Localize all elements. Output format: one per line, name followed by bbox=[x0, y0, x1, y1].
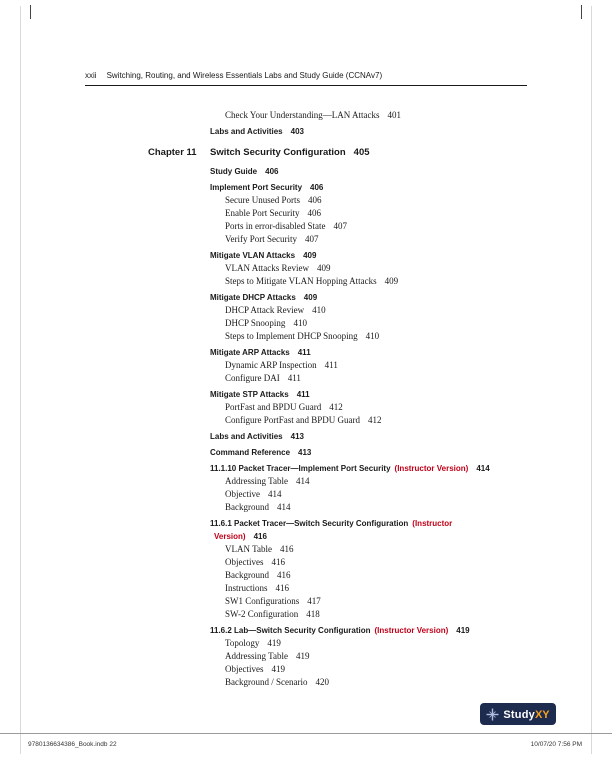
entry-title: Instructions bbox=[225, 583, 268, 593]
toc-entry-plain bbox=[210, 207, 555, 220]
entry-page-number: 416 bbox=[275, 583, 289, 593]
crop-mark-top-right bbox=[581, 5, 582, 19]
instructor-version-label: (Instructor Version) bbox=[374, 626, 449, 635]
entry-page-number: 403 bbox=[290, 127, 304, 136]
entry-title: Dynamic ARP Inspection bbox=[225, 360, 317, 370]
entry-title: Labs and Activities bbox=[210, 127, 283, 136]
entry-title: Ports in error-disabled State bbox=[225, 221, 326, 231]
toc-entry-plain bbox=[210, 663, 555, 676]
entry-page-number: 414 bbox=[295, 476, 310, 486]
entry-title: Implement Port Security bbox=[210, 183, 303, 192]
entry-page-number: 413 bbox=[298, 448, 312, 457]
entry-title: Steps to Mitigate VLAN Hopping Attacks bbox=[225, 276, 377, 286]
toc-entry-bold bbox=[210, 162, 555, 178]
chapter-label: Chapter 11 bbox=[148, 147, 197, 158]
entry-page-number: 419 bbox=[456, 626, 470, 635]
entry-page-number: 414 bbox=[277, 502, 291, 512]
entry-title: Mitigate ARP Attacks bbox=[210, 348, 290, 357]
slug-timestamp: 10/07/20 7:56 PM bbox=[530, 741, 582, 748]
logo-wordmark bbox=[503, 705, 549, 723]
instructor-version-label-line2: Version) bbox=[214, 532, 246, 541]
entry-page-number: 411 bbox=[287, 373, 301, 383]
entry-title: Objective bbox=[225, 489, 260, 499]
toc-entry-plain bbox=[210, 475, 555, 488]
toc-entry-plain bbox=[210, 569, 555, 582]
toc-entry-bold bbox=[210, 343, 555, 359]
slug-filename: 9780136634386_Book.indb 22 bbox=[28, 741, 117, 748]
table-of-contents bbox=[148, 109, 555, 689]
logo-word-xy: XY bbox=[534, 709, 550, 721]
studyxy-logo bbox=[480, 703, 556, 725]
trim-mark-right bbox=[591, 6, 592, 754]
toc-entry-plain bbox=[210, 676, 555, 689]
toc-entry-plain bbox=[210, 275, 555, 288]
toc-entry-plain bbox=[210, 414, 555, 427]
entry-page-number: 409 bbox=[303, 293, 318, 302]
entry-title: Check Your Understanding—LAN Attacks bbox=[225, 110, 380, 120]
entry-title: VLAN Table bbox=[225, 544, 272, 554]
toc-entry-bold bbox=[210, 288, 555, 304]
toc-entry-plain bbox=[210, 401, 555, 414]
entry-title: 11.6.2 Lab—Switch Security Configuration bbox=[210, 626, 371, 635]
toc-entry-plain bbox=[210, 582, 555, 595]
entry-page-number: 419 bbox=[267, 638, 281, 648]
instructor-version-label-line1: (Instructor bbox=[412, 519, 453, 528]
entry-title: SW-2 Configuration bbox=[225, 609, 299, 619]
toc-entry-plain bbox=[210, 262, 555, 275]
entry-page-number: 419 bbox=[295, 651, 310, 661]
entry-title: Topology bbox=[225, 638, 260, 648]
toc-entry-plain bbox=[210, 556, 555, 569]
entry-page-number: 406 bbox=[265, 167, 279, 176]
entry-title: Objectives bbox=[225, 664, 264, 674]
entry-page-number: 409 bbox=[303, 251, 317, 260]
toc-entry-chapter bbox=[148, 138, 555, 162]
entry-title: Secure Unused Ports bbox=[225, 195, 300, 205]
toc-entry-plain bbox=[210, 543, 555, 556]
toc-entry-plain bbox=[210, 109, 555, 122]
entry-title: Addressing Table bbox=[225, 651, 288, 661]
trim-mark-left bbox=[20, 6, 21, 754]
toc-entry-activity bbox=[210, 459, 522, 475]
entry-title: Switch Security Configuration bbox=[210, 147, 346, 158]
toc-entry-plain bbox=[210, 194, 555, 207]
toc-entry-activity bbox=[210, 621, 522, 637]
entry-page-number: 410 bbox=[365, 331, 380, 341]
toc-entry-plain bbox=[210, 372, 555, 385]
entry-page-number: 416 bbox=[279, 544, 294, 554]
entry-title: Steps to Implement DHCP Snooping bbox=[225, 331, 358, 341]
entry-page-number: 406 bbox=[308, 195, 322, 205]
toc-entry-plain bbox=[210, 317, 555, 330]
page-number: xxii bbox=[85, 71, 97, 80]
toc-entry-bold bbox=[210, 385, 555, 401]
toc-entry-plain bbox=[210, 650, 555, 663]
entry-page-number: 418 bbox=[306, 609, 320, 619]
entry-page-number: 412 bbox=[329, 402, 343, 412]
entry-title: Configure PortFast and BPDU Guard bbox=[225, 415, 360, 425]
entry-page-number: 411 bbox=[324, 360, 338, 370]
crop-mark-top-left bbox=[30, 5, 31, 19]
toc-entry-plain bbox=[210, 488, 555, 501]
entry-page-number: 409 bbox=[384, 276, 399, 286]
entry-page-number: 411 bbox=[297, 348, 311, 357]
entry-title: PortFast and BPDU Guard bbox=[225, 402, 322, 412]
entry-title: Background / Scenario bbox=[225, 677, 308, 687]
entry-page-number: 407 bbox=[333, 221, 348, 231]
entry-page-number: 414 bbox=[268, 489, 282, 499]
entry-page-number: 417 bbox=[307, 596, 321, 606]
entry-title: Background bbox=[225, 502, 269, 512]
entry-page-number: 412 bbox=[368, 415, 382, 425]
toc-entry-plain bbox=[210, 330, 555, 343]
entry-title: Labs and Activities bbox=[210, 432, 283, 441]
toc-entry-bold bbox=[210, 122, 555, 138]
entry-title: Enable Port Security bbox=[225, 208, 300, 218]
entry-page-number: 416 bbox=[277, 570, 291, 580]
running-header-title: Switching, Routing, and Wireless Essentials Labs and Study Guide (CCNAv7) bbox=[106, 71, 383, 80]
entry-page-number: 410 bbox=[293, 318, 307, 328]
toc-entry-plain bbox=[210, 359, 555, 372]
entry-title: Verify Port Security bbox=[225, 234, 297, 244]
entry-page-number: 405 bbox=[353, 147, 370, 158]
entry-page-number: 413 bbox=[290, 432, 304, 441]
entry-title: Addressing Table bbox=[225, 476, 288, 486]
toc-entry-plain bbox=[210, 501, 555, 514]
entry-page-number: 410 bbox=[312, 305, 326, 315]
entry-page-number: 419 bbox=[271, 664, 285, 674]
entry-title: Mitigate DHCP Attacks bbox=[210, 293, 296, 302]
logo-word-study: Study bbox=[503, 709, 535, 721]
header-rule bbox=[85, 85, 527, 86]
entry-title: 11.6.1 Packet Tracer—Switch Security Configuration bbox=[210, 519, 409, 528]
toc-entry-plain bbox=[210, 233, 555, 246]
entry-title: Objectives bbox=[225, 557, 264, 567]
entry-page-number: 414 bbox=[476, 464, 490, 473]
entry-title: SW1 Configurations bbox=[225, 596, 300, 606]
entry-page-number: 406 bbox=[310, 183, 324, 192]
entry-title: Mitigate VLAN Attacks bbox=[210, 251, 296, 260]
running-header bbox=[85, 71, 382, 80]
entry-page-number: 411 bbox=[296, 390, 310, 399]
toc-entry-plain bbox=[210, 608, 555, 621]
toc-entry-bold bbox=[210, 178, 555, 194]
toc-entry-bold bbox=[210, 246, 555, 262]
entry-page-number: 406 bbox=[307, 208, 321, 218]
entry-page-number: 416 bbox=[271, 557, 285, 567]
instructor-version-label: (Instructor Version) bbox=[394, 464, 469, 473]
entry-page-number: 401 bbox=[387, 110, 401, 120]
compass-plus-icon bbox=[486, 708, 499, 721]
entry-page-number: 409 bbox=[316, 263, 331, 273]
entry-title: Study Guide bbox=[210, 167, 258, 176]
entry-page-number: 407 bbox=[305, 234, 319, 244]
entry-page-number: 416 bbox=[253, 532, 267, 541]
entry-title: DHCP Snooping bbox=[225, 318, 286, 328]
toc-entry-activity bbox=[210, 514, 522, 543]
entry-title: VLAN Attacks Review bbox=[225, 263, 309, 273]
entry-title: 11.1.10 Packet Tracer—Implement Port Security bbox=[210, 464, 391, 473]
entry-title: Configure DAI bbox=[225, 373, 280, 383]
toc-entry-bold bbox=[210, 427, 555, 443]
slug-rule bbox=[0, 733, 612, 734]
toc-entry-bold bbox=[210, 443, 555, 459]
toc-entry-plain bbox=[210, 220, 555, 233]
toc-entry-plain bbox=[210, 595, 555, 608]
entry-title: Mitigate STP Attacks bbox=[210, 390, 289, 399]
entry-page-number: 420 bbox=[315, 677, 329, 687]
entry-title: Background bbox=[225, 570, 269, 580]
toc-entry-plain bbox=[210, 304, 555, 317]
entry-title: Command Reference bbox=[210, 448, 291, 457]
entry-title: DHCP Attack Review bbox=[225, 305, 305, 315]
toc-entry-plain bbox=[210, 637, 555, 650]
